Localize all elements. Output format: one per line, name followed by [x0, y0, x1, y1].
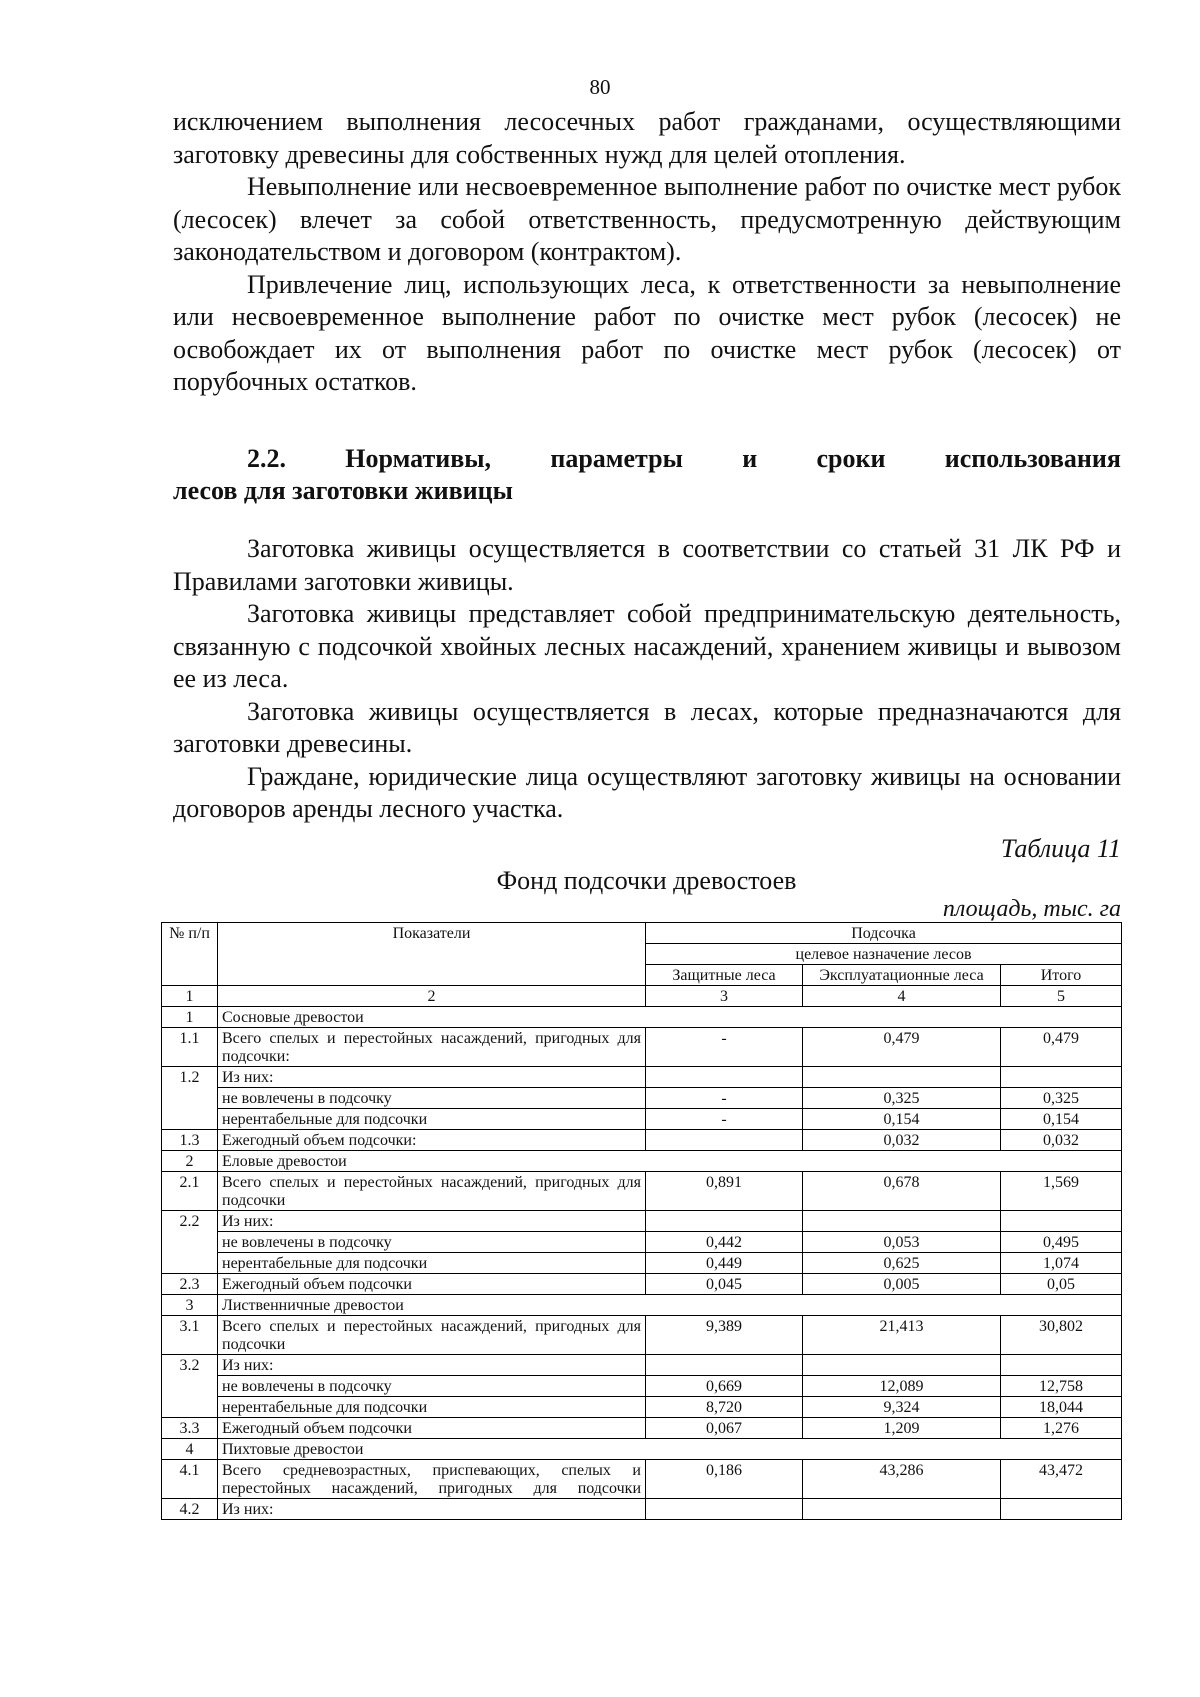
- body-paragraph-3: Заготовка живицы осуществляется в лесах, которые предназначаются для заготовки древесины.: [173, 696, 1121, 758]
- group-row: [162, 1151, 1122, 1172]
- value-cell: 0,325: [803, 1088, 1001, 1109]
- tapping-fund-table: [161, 922, 1122, 1520]
- value-cell: 0,678: [803, 1172, 1001, 1211]
- row-num: 4.1: [162, 1460, 218, 1499]
- col-number: 2: [218, 986, 646, 1007]
- row-num: 3.3: [162, 1418, 218, 1439]
- row-label: Из них:: [218, 1355, 646, 1376]
- value-cell: 0,442: [646, 1232, 803, 1253]
- row-label: Всего спелых и перестойных насаждений, пригодных для подсочки: [218, 1172, 646, 1211]
- row-label: нерентабельные для подсочки: [218, 1397, 646, 1418]
- value-cell: 8,720: [646, 1397, 803, 1418]
- table-row: [162, 1418, 1122, 1439]
- value-cell: 0,154: [803, 1109, 1001, 1130]
- table-row: [162, 1028, 1122, 1067]
- row-num: 3: [162, 1295, 218, 1316]
- group-row: [162, 1439, 1122, 1460]
- table-label: Таблица 11: [1000, 834, 1121, 863]
- value-cell: 1,569: [1001, 1172, 1122, 1211]
- section-heading: [173, 443, 1121, 507]
- row-num: 2.1: [162, 1172, 218, 1211]
- value-cell: 0,005: [803, 1274, 1001, 1295]
- header-num: № п/п: [162, 923, 218, 986]
- row-label: Всего спелых и перестойных насаждений, пригодных для подсочки: [218, 1316, 646, 1355]
- group-name: Сосновые древостои: [218, 1007, 1122, 1028]
- column-number-row: [162, 986, 1122, 1007]
- value-cell: 0,05: [1001, 1274, 1122, 1295]
- value-cell: 0,449: [646, 1253, 803, 1274]
- col-number: 3: [646, 986, 803, 1007]
- value-cell: 30,802: [1001, 1316, 1122, 1355]
- row-label: Ежегодный объем подсочки:: [218, 1130, 646, 1151]
- value-cell: -: [646, 1109, 803, 1130]
- value-cell: 0,625: [803, 1253, 1001, 1274]
- table-row: [162, 1232, 1122, 1253]
- body-text: [173, 533, 1121, 826]
- row-label: нерентабельные для подсочки: [218, 1109, 646, 1130]
- row-num: 3.2: [162, 1355, 218, 1418]
- table-row: [162, 1253, 1122, 1274]
- row-label: не вовлечены в подсочку: [218, 1376, 646, 1397]
- value-cell: 0,032: [803, 1130, 1001, 1151]
- row-num: 2: [162, 1151, 218, 1172]
- row-label: не вовлечены в подсочку: [218, 1232, 646, 1253]
- table-row: [162, 1109, 1122, 1130]
- table-row: [162, 1355, 1122, 1376]
- group-row: [162, 1007, 1122, 1028]
- header-tapping: Подсочка: [646, 923, 1122, 944]
- header-indicators: Показатели: [218, 923, 646, 986]
- intro-text: [173, 106, 1121, 399]
- value-cell: 0,495: [1001, 1232, 1122, 1253]
- header-purpose: целевое назначение лесов: [646, 944, 1122, 965]
- intro-paragraph-1: исключением выполнения лесосечных работ гражданами, осуществляющими заготовку древесины для собственных нужд для целей отопления.: [173, 107, 1121, 169]
- row-label: Из них:: [218, 1067, 646, 1088]
- row-num: 3.1: [162, 1316, 218, 1355]
- row-label: Ежегодный объем подсочки: [218, 1274, 646, 1295]
- value-cell: 0,479: [803, 1028, 1001, 1067]
- value-cell: 1,276: [1001, 1418, 1122, 1439]
- row-num: 2.2: [162, 1211, 218, 1274]
- row-label: Ежегодный объем подсочки: [218, 1418, 646, 1439]
- section-word: сроки: [816, 444, 886, 473]
- body-paragraph-1: Заготовка живицы осуществляется в соответствии со статьей 31 ЛК РФ и Правилами заготовки живицы.: [173, 534, 1121, 596]
- value-cell: 0,891: [646, 1172, 803, 1211]
- table-row: [162, 1376, 1122, 1397]
- value-cell: 12,758: [1001, 1376, 1122, 1397]
- row-num: 1.2: [162, 1067, 218, 1130]
- row-label: Всего средневозрастных, приспевающих, спелых и перестойных насаждений, пригодных для подсочки: [218, 1460, 646, 1499]
- body-paragraph-2: Заготовка живицы представляет собой предпринимательскую деятельность, связанную с подсочкой хвойных лесных насаждений, хранением живицы и вывозом ее из леса.: [173, 599, 1121, 693]
- row-num: 4.2: [162, 1499, 218, 1520]
- value-cell: 0,053: [803, 1232, 1001, 1253]
- table-row: [162, 1274, 1122, 1295]
- header-protective: Защитные леса: [646, 965, 803, 986]
- value-cell: 0,032: [1001, 1130, 1122, 1151]
- row-label: Всего спелых и перестойных насаждений, пригодных для подсочки:: [218, 1028, 646, 1067]
- value-cell: 43,472: [1001, 1460, 1122, 1499]
- section-word: и: [742, 444, 758, 473]
- value-cell: 1,209: [803, 1418, 1001, 1439]
- row-label: нерентабельные для подсочки: [218, 1253, 646, 1274]
- col-number: 5: [1001, 986, 1122, 1007]
- value-cell: 12,089: [803, 1376, 1001, 1397]
- section-number: 2.2.: [247, 444, 286, 473]
- value-cell: 0,479: [1001, 1028, 1122, 1067]
- value-cell: 9,389: [646, 1316, 803, 1355]
- section-heading-line-2: лесов для заготовки живицы: [173, 476, 513, 505]
- value-cell: 1,074: [1001, 1253, 1122, 1274]
- section-heading-line-1: [173, 443, 1121, 475]
- header-exploitation: Эксплуатационные леса: [803, 965, 1001, 986]
- row-label: Из них:: [218, 1499, 646, 1520]
- table-row: [162, 1316, 1122, 1355]
- group-name: Еловые древостои: [218, 1151, 1122, 1172]
- value-cell: 18,044: [1001, 1397, 1122, 1418]
- table-units: площадь, тыс. га: [942, 896, 1121, 922]
- table-row: [162, 1211, 1122, 1232]
- value-cell: -: [646, 1088, 803, 1109]
- header-total: Итого: [1001, 965, 1122, 986]
- col-number: 1: [162, 986, 218, 1007]
- group-name: Лиственничные древостои: [218, 1295, 1122, 1316]
- group-row: [162, 1295, 1122, 1316]
- value-cell: 21,413: [803, 1316, 1001, 1355]
- value-cell: 0,669: [646, 1376, 803, 1397]
- table-row: [162, 1067, 1122, 1088]
- value-cell: [646, 1130, 803, 1151]
- value-cell: 43,286: [803, 1460, 1001, 1499]
- value-cell: 0,067: [646, 1418, 803, 1439]
- value-cell: 0,154: [1001, 1109, 1122, 1130]
- table-row: [162, 1130, 1122, 1151]
- row-label: Из них:: [218, 1211, 646, 1232]
- section-word: использования: [944, 444, 1121, 473]
- table-row: [162, 1172, 1122, 1211]
- table-row: [162, 1499, 1122, 1520]
- value-cell: 0,325: [1001, 1088, 1122, 1109]
- intro-paragraph-3: Привлечение лиц, использующих леса, к ответственности за невыполнение или несвоевременное выполнение работ по очистке мест рубок (лесосек) не освобождает их от выполнения работ по очистке мест рубок (лесосек) от порубочных остатков.: [173, 269, 1121, 396]
- page-number: 80: [589, 75, 611, 99]
- value-cell: 0,045: [646, 1274, 803, 1295]
- value-cell: 0,186: [646, 1460, 803, 1499]
- intro-paragraph-2: Невыполнение или несвоевременное выполнение работ по очистке мест рубок (лесосек) влечет за собой ответственность, предусмотренную действующим законодательством и договором (контрактом).: [173, 172, 1121, 266]
- row-num: 1: [162, 1007, 218, 1028]
- row-num: 4: [162, 1439, 218, 1460]
- body-paragraph-4: Граждане, юридические лица осуществляют заготовку живицы на основании договоров аренды лесного участка.: [173, 761, 1121, 823]
- row-num: 1.1: [162, 1028, 218, 1067]
- value-cell: -: [646, 1028, 803, 1067]
- section-word: параметры: [550, 444, 683, 473]
- row-num: 2.3: [162, 1274, 218, 1295]
- section-word: Нормативы,: [345, 444, 492, 473]
- value-cell: 9,324: [803, 1397, 1001, 1418]
- row-num: 1.3: [162, 1130, 218, 1151]
- table-header-row: [162, 923, 1122, 944]
- row-label: не вовлечены в подсочку: [218, 1088, 646, 1109]
- table-row: [162, 1088, 1122, 1109]
- group-name: Пихтовые древостои: [218, 1439, 1122, 1460]
- col-number: 4: [803, 986, 1001, 1007]
- table-row: [162, 1460, 1122, 1499]
- table-title: Фонд подсочки древостоев: [496, 866, 797, 895]
- table-row: [162, 1397, 1122, 1418]
